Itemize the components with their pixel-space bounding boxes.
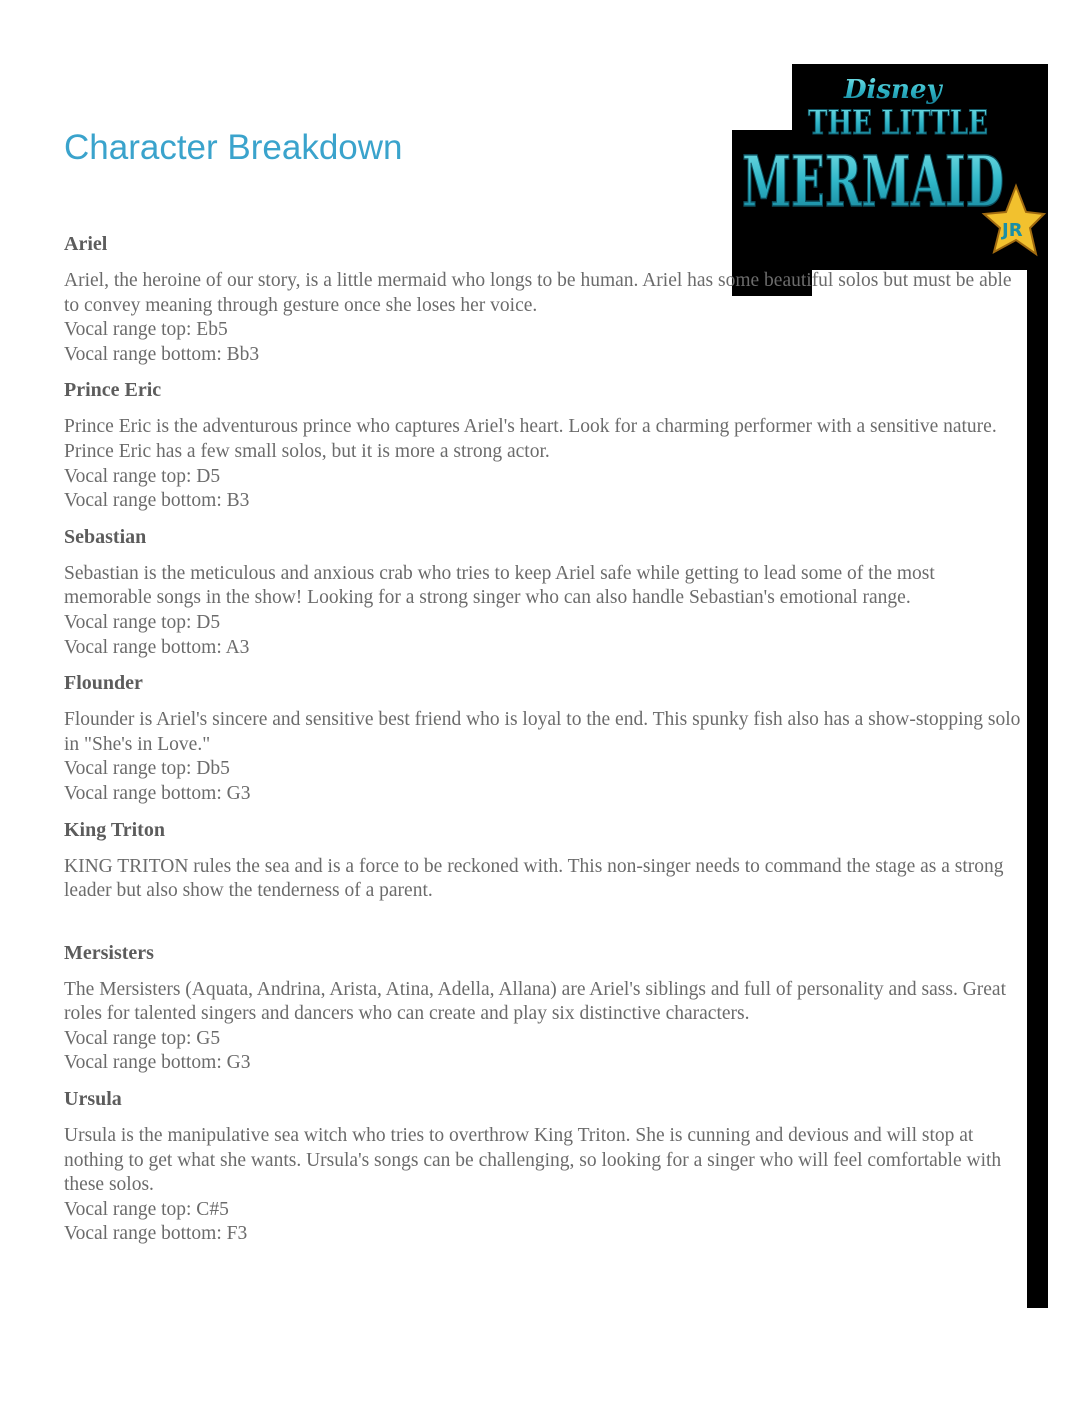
vocal-range-bottom: Vocal range bottom: G3 xyxy=(64,1052,251,1074)
character-name: Ursula xyxy=(64,1088,122,1111)
logo-badge-text: JR xyxy=(1002,220,1023,241)
character-description: The Mersisters (Aquata, Andrina, Arista, Atina, Adella, Allana) are Ariel's siblings and full of personality and sass. Great roles for talented singers and dancers who can create and play six distinctive characters. xyxy=(64,978,1007,1025)
logo-line2-text: MERMAID xyxy=(742,140,1004,223)
vocal-range-top: Vocal range top: Eb5 xyxy=(64,319,228,341)
decorative-side-bar xyxy=(1027,268,1048,1308)
page-title: Character Breakdown xyxy=(64,128,403,167)
vocal-range-top: Vocal range top: Db5 xyxy=(64,758,230,780)
character-prince-eric xyxy=(64,378,1026,513)
character-sebastian xyxy=(64,525,1026,660)
vocal-range-top: Vocal range top: G5 xyxy=(64,1027,221,1049)
character-description: KING TRITON rules the sea and is a force to be reckoned with. This non-singer needs to command the stage as a strong leader but also show the tenderness of a parent. xyxy=(64,855,1004,902)
character-flounder xyxy=(64,671,1026,806)
character-description: Flounder is Ariel's sincere and sensitive best friend who is loyal to the end. This spunky fish also has a show-stopping solo in "She's in Love." xyxy=(64,709,1021,755)
character-name: Mersisters xyxy=(64,941,154,964)
character-description: Ursula is the manipulative sea witch who tries to overthrow King Triton. She is cunning and devious and will stop at nothing to get what she wants. Ursula's songs can be challenging, so looking for a singer who will feel comfortable with these solos. xyxy=(64,1125,1002,1196)
logo-line1-text: THE LITTLE xyxy=(808,103,988,143)
character-king-triton xyxy=(64,818,1026,930)
vocal-range-top: Vocal range top: D5 xyxy=(64,465,221,487)
character-name: Ariel xyxy=(64,233,108,255)
vocal-range-top: Vocal range top: C#5 xyxy=(64,1198,229,1220)
character-description: Sebastian is the meticulous and anxious crab who tries to keep Ariel safe while getting to lead some of the most memorable songs in the show! Looking for a strong singer who can also handle Sebastian's emotional range. xyxy=(64,562,935,609)
vocal-range-bottom: Vocal range bottom: G3 xyxy=(64,782,251,804)
character-mersisters xyxy=(64,941,1026,1076)
character-ariel xyxy=(64,232,1026,367)
logo-brand-text: Disney xyxy=(844,75,942,105)
character-ursula xyxy=(64,1087,1026,1247)
character-description: Ariel, the heroine of our story, is a little mermaid who longs to be human. Ariel has some beautiful solos but must be able to convey meaning through gesture once she loses her voice. xyxy=(64,270,1012,316)
vocal-range-bottom: Vocal range bottom: A3 xyxy=(64,636,250,658)
character-name: King Triton xyxy=(64,818,165,841)
vocal-range-bottom: Vocal range bottom: B3 xyxy=(64,490,250,512)
character-name: Flounder xyxy=(64,672,143,695)
vocal-range-top: Vocal range top: D5 xyxy=(64,611,221,633)
character-name: Prince Eric xyxy=(64,379,162,402)
character-description: Prince Eric is the adventurous prince who captures Ariel's heart. Look for a charming performer with a sensitive nature. Prince Eric has a few small solos, but it is more a strong actor. xyxy=(64,416,997,462)
character-list xyxy=(64,232,1026,1258)
vocal-range-bottom: Vocal range bottom: Bb3 xyxy=(64,343,260,365)
character-name: Sebastian xyxy=(64,525,147,548)
vocal-range-bottom: Vocal range bottom: F3 xyxy=(64,1223,248,1245)
